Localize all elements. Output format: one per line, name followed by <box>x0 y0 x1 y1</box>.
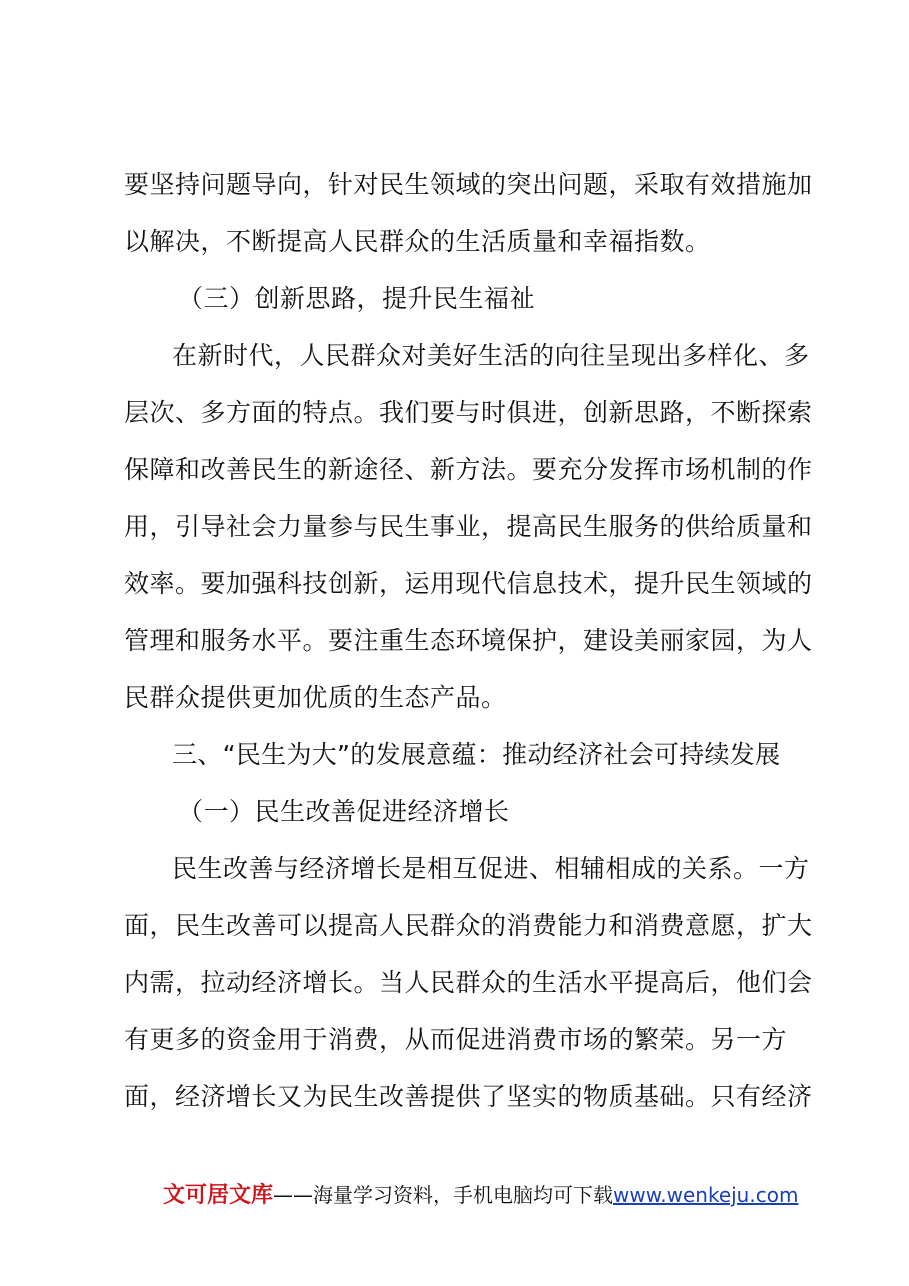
body-text-line: 以解决，不断提高人民群众的生活质量和幸福指数。 <box>124 227 711 256</box>
body-text-line: 管理和服务水平。要注重生态环境保护，建设美丽家园，为人 <box>124 626 813 655</box>
body-text-line: 内需，拉动经济增长。当人民群众的生活水平提高后，他们会 <box>124 968 813 997</box>
body-text-line: 有更多的资金用于消费，从而促进消费市场的繁荣。另一方 <box>124 1025 788 1054</box>
footer-brand: 文可居文库 <box>163 1183 274 1208</box>
body-text-line: 民群众提供更加优质的生态产品。 <box>124 683 507 712</box>
body-text-line: 面，民生改善可以提高人民群众的消费能力和消费意愿，扩大 <box>124 911 813 940</box>
body-text-line: 民生改善与经济增长是相互促进、相辅相成的关系。一方 <box>172 854 810 883</box>
body-text-line: 用，引导社会力量参与民生事业，提高民生服务的供给质量和 <box>124 512 813 541</box>
body-text-line: 要坚持问题导向，针对民生领域的突出问题，采取有效措施加 <box>124 170 813 199</box>
body-text-line: 面，经济增长又为民生改善提供了坚实的物质基础。只有经济 <box>124 1082 813 1111</box>
body-text-line: 在新时代，人民群众对美好生活的向往呈现出多样化、多 <box>172 341 810 370</box>
footer-url-link[interactable]: www.wenkeju.com <box>613 1183 799 1207</box>
section-subheading: （三）创新思路，提升民生福祉 <box>178 284 536 313</box>
body-text-line: 效率。要加强科技创新，运用现代信息技术，提升民生领域的 <box>124 569 813 598</box>
body-text-line: 层次、多方面的特点。我们要与时俱进，创新思路，不断探索 <box>124 398 813 427</box>
footer-tagline: ——海量学习资料，手机电脑均可下载 <box>273 1183 614 1207</box>
section-subheading: （一）民生改善促进经济增长 <box>178 797 510 826</box>
body-text-line: 保障和改善民生的新途径、新方法。要充分发挥市场机制的作 <box>124 455 813 484</box>
section-heading: 三、“民生为大”的发展意蕴：推动经济社会可持续发展 <box>172 740 781 769</box>
footer <box>163 1181 798 1210</box>
